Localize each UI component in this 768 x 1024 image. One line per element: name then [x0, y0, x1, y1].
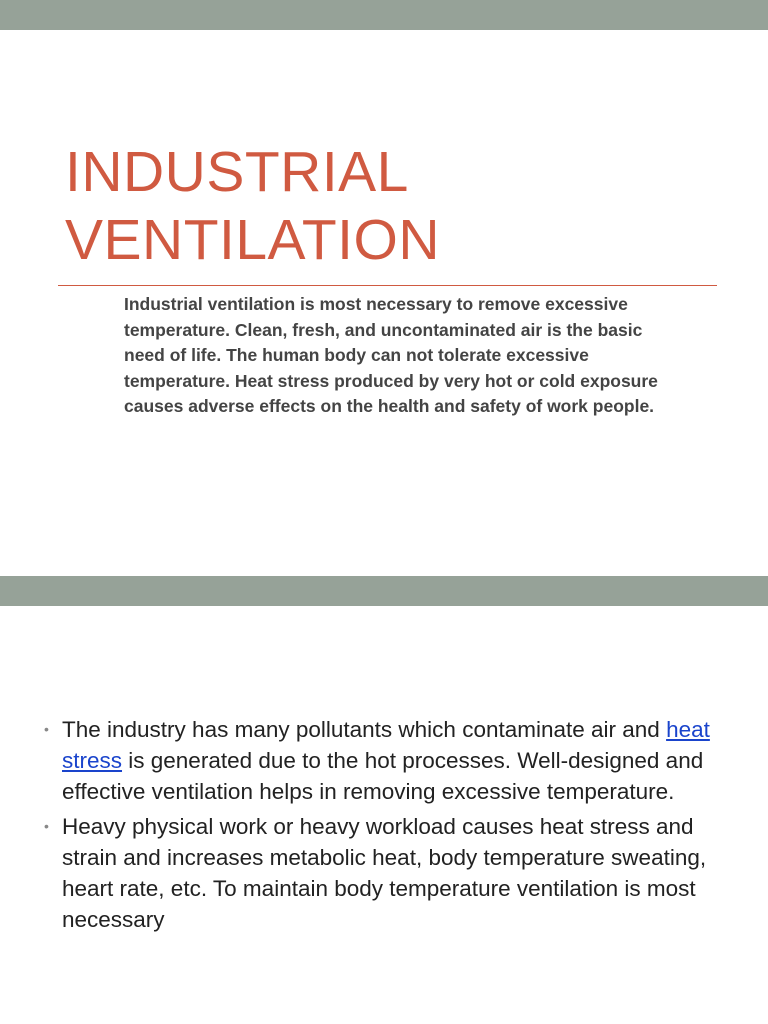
bullet-item-2 [44, 811, 734, 935]
heat-stress-link[interactable]: heat stress [62, 717, 710, 773]
slide-title-line-1: INDUSTRIAL [65, 140, 409, 204]
slide-separator-bar [0, 576, 768, 606]
bullet-1-text-end: is generated due to the hot processes. Well-designed and effective ventilation helps in removing excessive temperature. [62, 748, 704, 804]
bullet-icon: • [44, 818, 49, 834]
bullet-item-1 [44, 714, 734, 807]
slide-title-line-2: VENTILATION [65, 208, 440, 272]
slide-header-bar [0, 0, 768, 30]
bullet-1-text-start: The industry has many pollutants which contaminate air and [62, 717, 667, 742]
title-divider [58, 285, 717, 286]
slide-title [65, 138, 440, 274]
bullet-icon: • [44, 721, 49, 737]
bullet-2-text: Heavy physical work or heavy workload causes heat stress and strain and increases metabolic heat, body temperature sweating, heart rate, etc. To maintain body temperature ventilation is most necessary [62, 814, 707, 932]
intro-paragraph: Industrial ventilation is most necessary to remove excessive temperature. Clean, fresh, and uncontaminated air is the basic need of life. The human body can not tolerate excessive temperature. Heat stress produced by very hot or cold exposure causes adverse effects on the health and safety of work people. [124, 294, 658, 416]
bullet-list [44, 714, 734, 939]
